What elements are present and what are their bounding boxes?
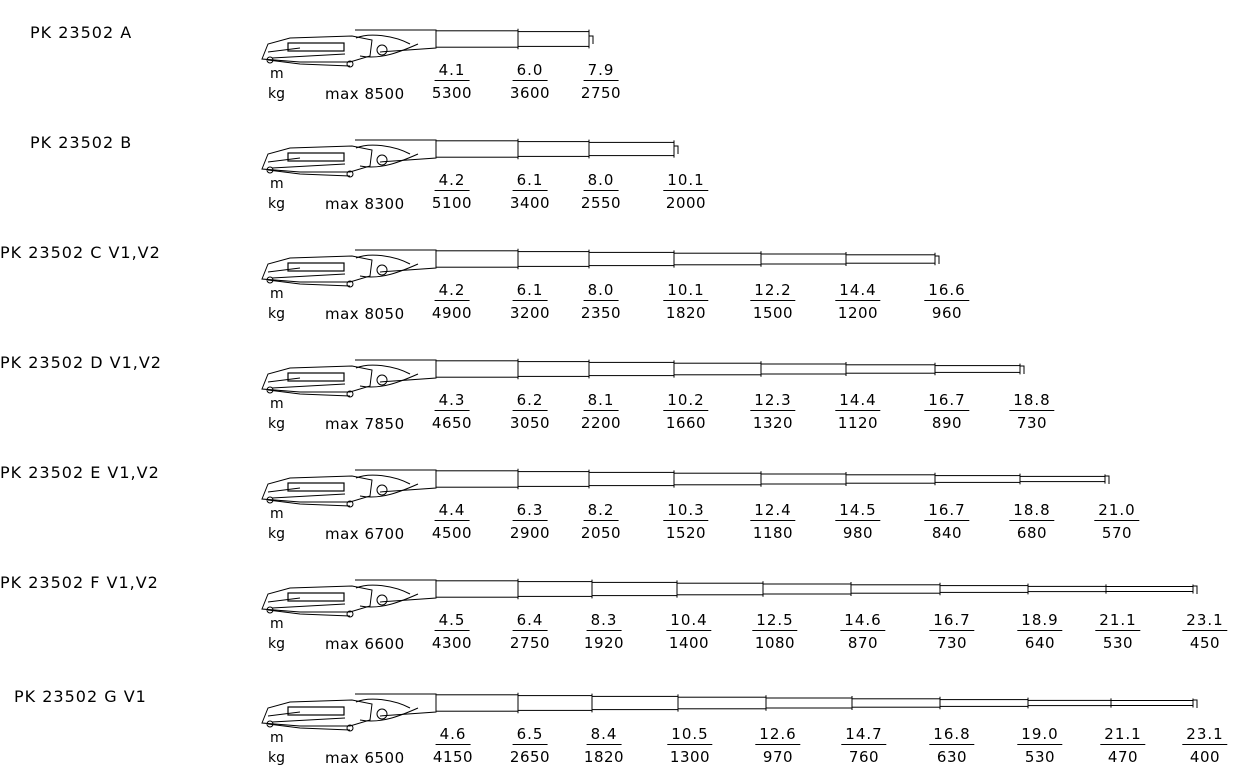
load-value: 640 [1024,634,1056,652]
reach-value: 4.4 [435,502,470,521]
reach-unit-label: m [270,616,284,632]
load-value: 1660 [665,414,707,432]
reach-value: 10.2 [663,392,708,411]
load-value: 4900 [431,304,473,322]
load-value: 4150 [432,748,474,766]
reach-value: 10.4 [666,612,711,631]
load-value: 870 [847,634,879,652]
load-value: 1080 [754,634,796,652]
reach-value: 12.6 [755,726,800,745]
load-unit-label: kg [268,196,285,212]
load-value: 840 [931,524,963,542]
load-unit-label: kg [268,306,285,322]
reach-value: 6.2 [513,392,548,411]
max-prefix: max [325,85,360,103]
reach-value: 8.0 [584,172,619,191]
reach-value: 18.8 [1009,392,1054,411]
max-load [325,749,405,767]
max-prefix: max [325,525,360,543]
reach-value: 6.1 [513,172,548,191]
reach-unit-label: m [270,396,284,412]
load-value: 2550 [580,194,622,212]
reach-value: 12.5 [752,612,797,631]
reach-value: 16.8 [929,726,974,745]
load-value: 3050 [509,414,551,432]
reach-value: 4.2 [435,282,470,301]
load-value: 1400 [668,634,710,652]
load-value: 980 [842,524,874,542]
model-label: PK 23502 C V1,V2 [0,243,161,262]
load-value: 4500 [431,524,473,542]
load-value: 630 [936,748,968,766]
reach-value: 4.6 [436,726,471,745]
model-label: PK 23502 G V1 [14,687,147,706]
load-value: 890 [931,414,963,432]
load-value: 2000 [665,194,707,212]
reach-value: 14.4 [835,282,880,301]
reach-value: 8.0 [584,282,619,301]
model-label: PK 23502 E V1,V2 [0,463,160,482]
reach-unit-label: m [270,506,284,522]
max-prefix: max [325,415,360,433]
reach-value: 10.3 [663,502,708,521]
reach-value: 16.7 [924,502,969,521]
load-value: 4300 [431,634,473,652]
reach-value: 8.4 [587,726,622,745]
load-value: 2900 [509,524,551,542]
max-prefix: max [325,749,360,767]
load-value: 2200 [580,414,622,432]
load-value: 970 [762,748,794,766]
load-value: 1500 [752,304,794,322]
reach-value: 6.0 [513,62,548,81]
reach-value: 12.3 [750,392,795,411]
reach-value: 6.1 [513,282,548,301]
reach-unit-label: m [270,730,284,746]
reach-value: 14.4 [835,392,880,411]
load-unit-label: kg [268,750,285,766]
reach-value: 10.1 [663,282,708,301]
load-value: 5100 [431,194,473,212]
reach-value: 10.1 [663,172,708,191]
reach-value: 21.1 [1100,726,1145,745]
max-load-value: 8050 [364,305,405,323]
reach-value: 16.7 [929,612,974,631]
reach-unit-label: m [270,176,284,192]
load-value: 760 [848,748,880,766]
reach-value: 12.2 [750,282,795,301]
load-value: 3200 [509,304,551,322]
load-value: 2350 [580,304,622,322]
load-value: 730 [1016,414,1048,432]
load-value: 470 [1107,748,1139,766]
load-value: 960 [931,304,963,322]
reach-value: 6.5 [513,726,548,745]
load-value: 1820 [665,304,707,322]
reach-value: 16.6 [924,282,969,301]
load-value: 730 [936,634,968,652]
reach-value: 8.2 [584,502,619,521]
reach-value: 14.7 [841,726,886,745]
model-label: PK 23502 A [30,23,133,42]
load-value: 3400 [509,194,551,212]
model-label: PK 23502 D V1,V2 [0,353,162,372]
reach-value: 18.9 [1017,612,1062,631]
load-value: 1180 [752,524,794,542]
load-value: 2650 [509,748,551,766]
max-prefix: max [325,195,360,213]
reach-value: 14.5 [835,502,880,521]
reach-value: 8.3 [587,612,622,631]
load-value: 450 [1189,634,1221,652]
reach-value: 23.1 [1182,726,1227,745]
reach-value: 10.5 [667,726,712,745]
reach-value: 14.6 [840,612,885,631]
reach-value: 4.2 [435,172,470,191]
load-value: 1120 [837,414,879,432]
max-load-value: 6600 [364,635,405,653]
reach-value: 4.1 [435,62,470,81]
load-value: 530 [1102,634,1134,652]
reach-value: 23.1 [1182,612,1227,631]
max-prefix: max [325,635,360,653]
reach-value: 12.4 [750,502,795,521]
load-value: 1300 [669,748,711,766]
load-unit-label: kg [268,416,285,432]
max-load-value: 6700 [364,525,405,543]
load-unit-label: kg [268,86,285,102]
load-value: 1200 [837,304,879,322]
load-value: 530 [1024,748,1056,766]
max-load-value: 7850 [364,415,405,433]
reach-value: 18.8 [1009,502,1054,521]
max-load-value: 6500 [364,749,405,767]
reach-unit-label: m [270,286,284,302]
reach-value: 21.0 [1094,502,1139,521]
load-value: 1920 [583,634,625,652]
load-unit-label: kg [268,526,285,542]
load-value: 4650 [431,414,473,432]
load-value: 1820 [583,748,625,766]
load-value: 2750 [580,84,622,102]
reach-value: 6.4 [513,612,548,631]
reach-value: 4.5 [435,612,470,631]
load-value: 400 [1189,748,1221,766]
max-load-value: 8300 [364,195,405,213]
max-prefix: max [325,305,360,323]
reach-value: 19.0 [1017,726,1062,745]
load-value: 680 [1016,524,1048,542]
reach-value: 4.3 [435,392,470,411]
reach-value: 7.9 [584,62,619,81]
reach-value: 16.7 [924,392,969,411]
reach-value: 8.1 [584,392,619,411]
reach-value: 21.1 [1095,612,1140,631]
load-value: 2050 [580,524,622,542]
load-value: 1520 [665,524,707,542]
load-value: 1320 [752,414,794,432]
load-value: 2750 [509,634,551,652]
load-value: 3600 [509,84,551,102]
load-value: 570 [1101,524,1133,542]
load-unit-label: kg [268,636,285,652]
reach-value: 6.3 [513,502,548,521]
max-load-value: 8500 [364,85,405,103]
model-label: PK 23502 F V1,V2 [0,573,159,592]
load-value: 5300 [431,84,473,102]
model-label: PK 23502 B [30,133,133,152]
reach-unit-label: m [270,66,284,82]
